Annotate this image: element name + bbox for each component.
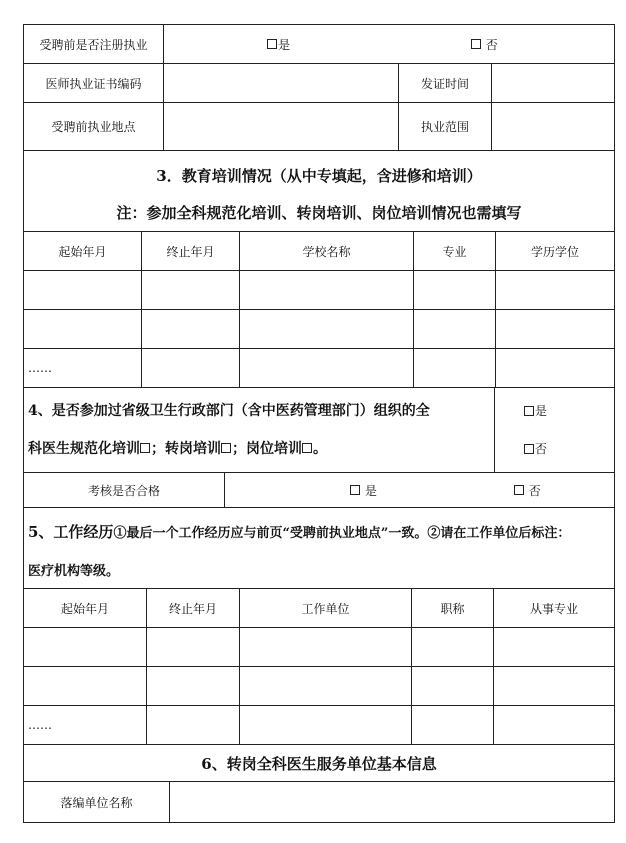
table-row [24,349,615,388]
table-cell[interactable] [24,667,147,706]
assessment-yes-label: 是 [364,483,377,498]
table-cell[interactable] [496,271,615,310]
table-cell[interactable] [412,628,494,667]
training-no-label: 否 [535,442,548,456]
ellipsis-cell: …… [24,706,147,745]
transfer-training-label: ；转岗培训 [151,441,221,457]
table-cell[interactable] [414,271,496,310]
issue-date-label: 发证时间 [399,64,492,103]
education-header-row [24,232,615,271]
education-note: 注：参加全科规范化培训、转岗培训、岗位培训情况也需填写 [24,193,615,232]
work-title-row2 [24,550,615,589]
service-title-row [24,745,615,782]
checkbox-icon[interactable] [350,485,360,495]
table-cell[interactable] [147,667,240,706]
scope-input[interactable] [492,103,615,151]
education-note-row [24,193,615,232]
training-question [24,388,495,473]
training-table [23,387,615,508]
table-cell[interactable] [412,667,494,706]
assessment-row [24,473,615,508]
standard-training-label: 科医生规范化培训 [28,441,140,457]
table-cell[interactable] [142,310,240,349]
location-row [24,103,615,151]
training-period: 。 [313,441,327,457]
col-school: 学校名称 [240,232,414,271]
table-cell[interactable] [494,706,615,745]
education-title-row [24,151,615,194]
col-degree: 学历学位 [496,232,615,271]
table-row [24,271,615,310]
table-cell[interactable] [496,349,615,388]
license-input[interactable] [164,64,399,103]
table-cell[interactable] [494,628,615,667]
assessment-yes-option[interactable] [245,482,510,499]
table-row [24,310,615,349]
training-options [495,388,615,473]
col-end-date: 终止年月 [147,589,240,628]
work-title-row [24,508,615,551]
training-no-option[interactable] [499,430,610,468]
registered-options [164,25,615,64]
work-title [24,508,615,551]
table-cell[interactable] [24,310,142,349]
training-question-row [24,388,615,473]
training-yes-option[interactable] [499,392,610,430]
table-row [24,628,615,667]
checkbox-icon[interactable] [302,443,312,453]
education-title: 3．教育培训情况（从中专填起，含进修和培训） [24,151,615,194]
service-unit-input[interactable] [170,782,615,823]
service-unit-row [24,782,615,823]
registered-row [24,25,615,64]
table-cell[interactable] [142,349,240,388]
checkbox-icon[interactable] [514,485,524,495]
col-major: 专业 [414,232,496,271]
work-history-table [23,507,615,745]
checkbox-icon[interactable] [267,39,277,49]
table-cell[interactable] [24,271,142,310]
registered-yes-label: 是 [278,37,291,52]
col-start-date: 起始年月 [24,589,147,628]
location-input[interactable] [164,103,399,151]
issue-date-input[interactable] [492,64,615,103]
registered-yes-option[interactable] [187,36,467,53]
col-employer: 工作单位 [240,589,412,628]
table-cell[interactable] [142,271,240,310]
table-cell[interactable] [414,349,496,388]
registration-table [23,24,615,151]
col-start-date: 起始年月 [24,232,142,271]
col-end-date: 终止年月 [142,232,240,271]
col-title: 职称 [412,589,494,628]
table-cell[interactable] [147,628,240,667]
table-cell[interactable] [240,628,412,667]
assessment-no-label: 否 [528,483,541,498]
table-row [24,667,615,706]
license-label: 医师执业证书编码 [24,64,164,103]
service-unit-title: 6、转岗全科医生服务单位基本信息 [24,745,615,782]
registered-label: 受聘前是否注册执业 [24,25,164,64]
registration-form [23,24,614,823]
checkbox-icon[interactable] [471,39,481,49]
work-title-note: ①最后一个工作经历应与前页“受聘前执业地点”一致。②请在工作单位后标注： [113,525,571,541]
training-yes-label: 是 [535,404,548,418]
table-cell[interactable] [414,310,496,349]
license-row [24,64,615,103]
training-question-line2 [28,430,490,468]
checkbox-icon[interactable] [524,406,534,416]
col-specialty: 从事专业 [494,589,615,628]
post-training-label: ；岗位培训 [232,441,302,457]
checkbox-icon[interactable] [221,443,231,453]
work-title-line2: 医疗机构等级。 [24,550,615,589]
assessment-options [225,473,615,508]
service-unit-table [23,744,615,823]
table-cell[interactable] [240,271,414,310]
table-row [24,706,615,745]
table-cell[interactable] [496,310,615,349]
service-unit-label: 落编单位名称 [24,782,170,823]
table-cell[interactable] [240,667,412,706]
table-cell[interactable] [240,706,412,745]
table-cell[interactable] [240,349,414,388]
location-label: 受聘前执业地点 [24,103,164,151]
registered-no-label: 否 [485,37,498,52]
registered-no-option[interactable] [471,36,591,53]
work-title-main: 5、工作经历 [28,522,114,541]
scope-label: 执业范围 [399,103,492,151]
checkbox-icon[interactable] [140,443,150,453]
table-cell[interactable] [494,667,615,706]
work-header-row [24,589,615,628]
table-cell[interactable] [24,628,147,667]
table-cell[interactable] [240,310,414,349]
training-question-line1: 4、是否参加过省级卫生行政部门（含中医药管理部门）组织的全 [28,403,430,419]
assessment-label: 考核是否合格 [24,473,225,508]
table-cell[interactable] [412,706,494,745]
table-cell[interactable] [147,706,240,745]
assessment-no-option[interactable] [514,482,594,499]
checkbox-icon[interactable] [524,444,534,454]
ellipsis-cell: …… [24,349,142,388]
education-table [23,150,615,388]
